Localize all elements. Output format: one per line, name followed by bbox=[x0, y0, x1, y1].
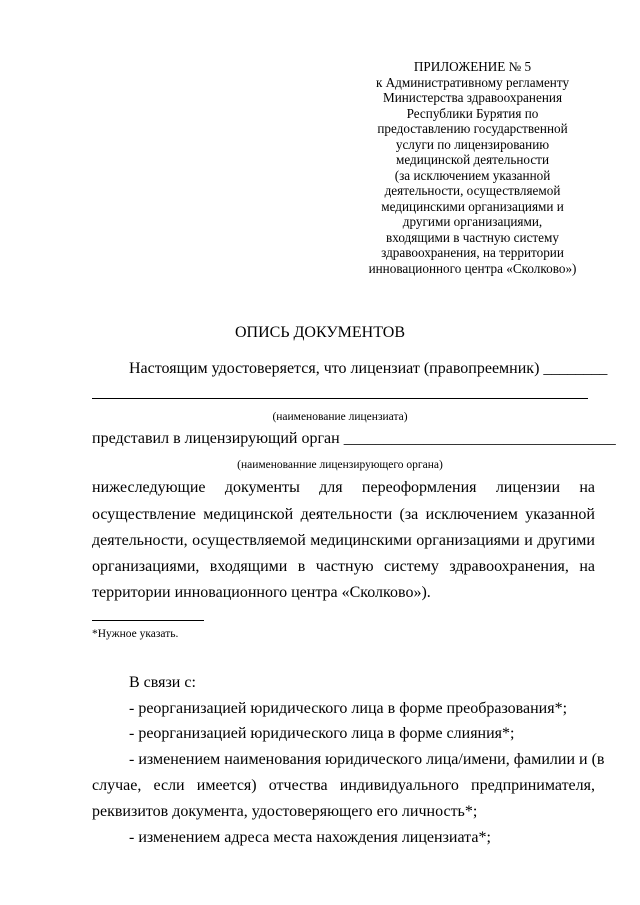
appendix-line: другими организациями, bbox=[402, 214, 543, 229]
licensee-name-blank bbox=[92, 398, 588, 399]
submitted-line: представил в лицензирующий орган __________________________________ bbox=[92, 430, 616, 447]
appendix-line: медицинской деятельности bbox=[396, 152, 549, 167]
appendix-line: услуги по лицензированию bbox=[395, 136, 550, 152]
paragraph-line: нижеследующие документы для переоформления лицензии на bbox=[92, 479, 595, 496]
reason-item-continued: реквизитов документа, удостоверяющего его личность*; bbox=[92, 803, 478, 820]
appendix-line: здравоохранения, на территории bbox=[381, 245, 564, 260]
reason-item-continued: случае, если имеется) отчества индивидуального предпринимателя, bbox=[92, 777, 595, 794]
appendix-line: (за исключением указанной bbox=[394, 167, 551, 183]
paragraph-line: территории инновационного центра «Сколково»). bbox=[92, 584, 431, 601]
appendix-line: ПРИЛОЖЕНИЕ № 5 bbox=[413, 59, 532, 74]
licensee-caption: (наименование лицензиата) bbox=[272, 411, 408, 423]
reason-item: - изменением адреса места нахождения лицензиата*; bbox=[129, 829, 491, 846]
paragraph-line: организациями, входящими в частную систему здравоохранения, на bbox=[92, 558, 595, 575]
paragraph-line: деятельности, осуществляемой медицинскими организациями и другими bbox=[92, 532, 595, 549]
reasons-intro: В связи с: bbox=[129, 674, 196, 691]
appendix-header bbox=[360, 59, 585, 276]
footnote-separator bbox=[92, 620, 204, 621]
footnote: *Нужное указать. bbox=[92, 628, 179, 640]
appendix-line: к Административному регламенту bbox=[375, 74, 570, 90]
appendix-line: предоставлению государственной bbox=[377, 121, 568, 136]
paragraph-line: осуществление медицинской деятельности (за исключением указанной bbox=[92, 506, 595, 523]
appendix-line: Министерства здравоохранения bbox=[382, 90, 563, 105]
document-title: ОПИСЬ ДОКУМЕНТОВ bbox=[234, 324, 405, 341]
reason-item: - реорганизацией юридического лица в форме слияния*; bbox=[129, 725, 515, 742]
reason-item: - изменением наименования юридического лица/имени, фамилии и (в bbox=[129, 751, 605, 768]
certify-line: Настоящим удостоверяется, что лицензиат (правопреемник) ________ bbox=[129, 360, 608, 377]
appendix-line: инновационного центра «Сколково») bbox=[368, 260, 577, 276]
authority-caption: (наименованние лицензирующего органа) bbox=[237, 459, 443, 471]
appendix-line: медицинскими организациями и bbox=[381, 198, 564, 214]
reason-item: - реорганизацией юридического лица в форме преобразования*; bbox=[129, 700, 568, 717]
appendix-line: Республики Бурятия по bbox=[406, 105, 539, 121]
appendix-line: деятельности, осуществляемой bbox=[384, 183, 561, 198]
appendix-line: входящими в частную систему bbox=[386, 229, 559, 245]
